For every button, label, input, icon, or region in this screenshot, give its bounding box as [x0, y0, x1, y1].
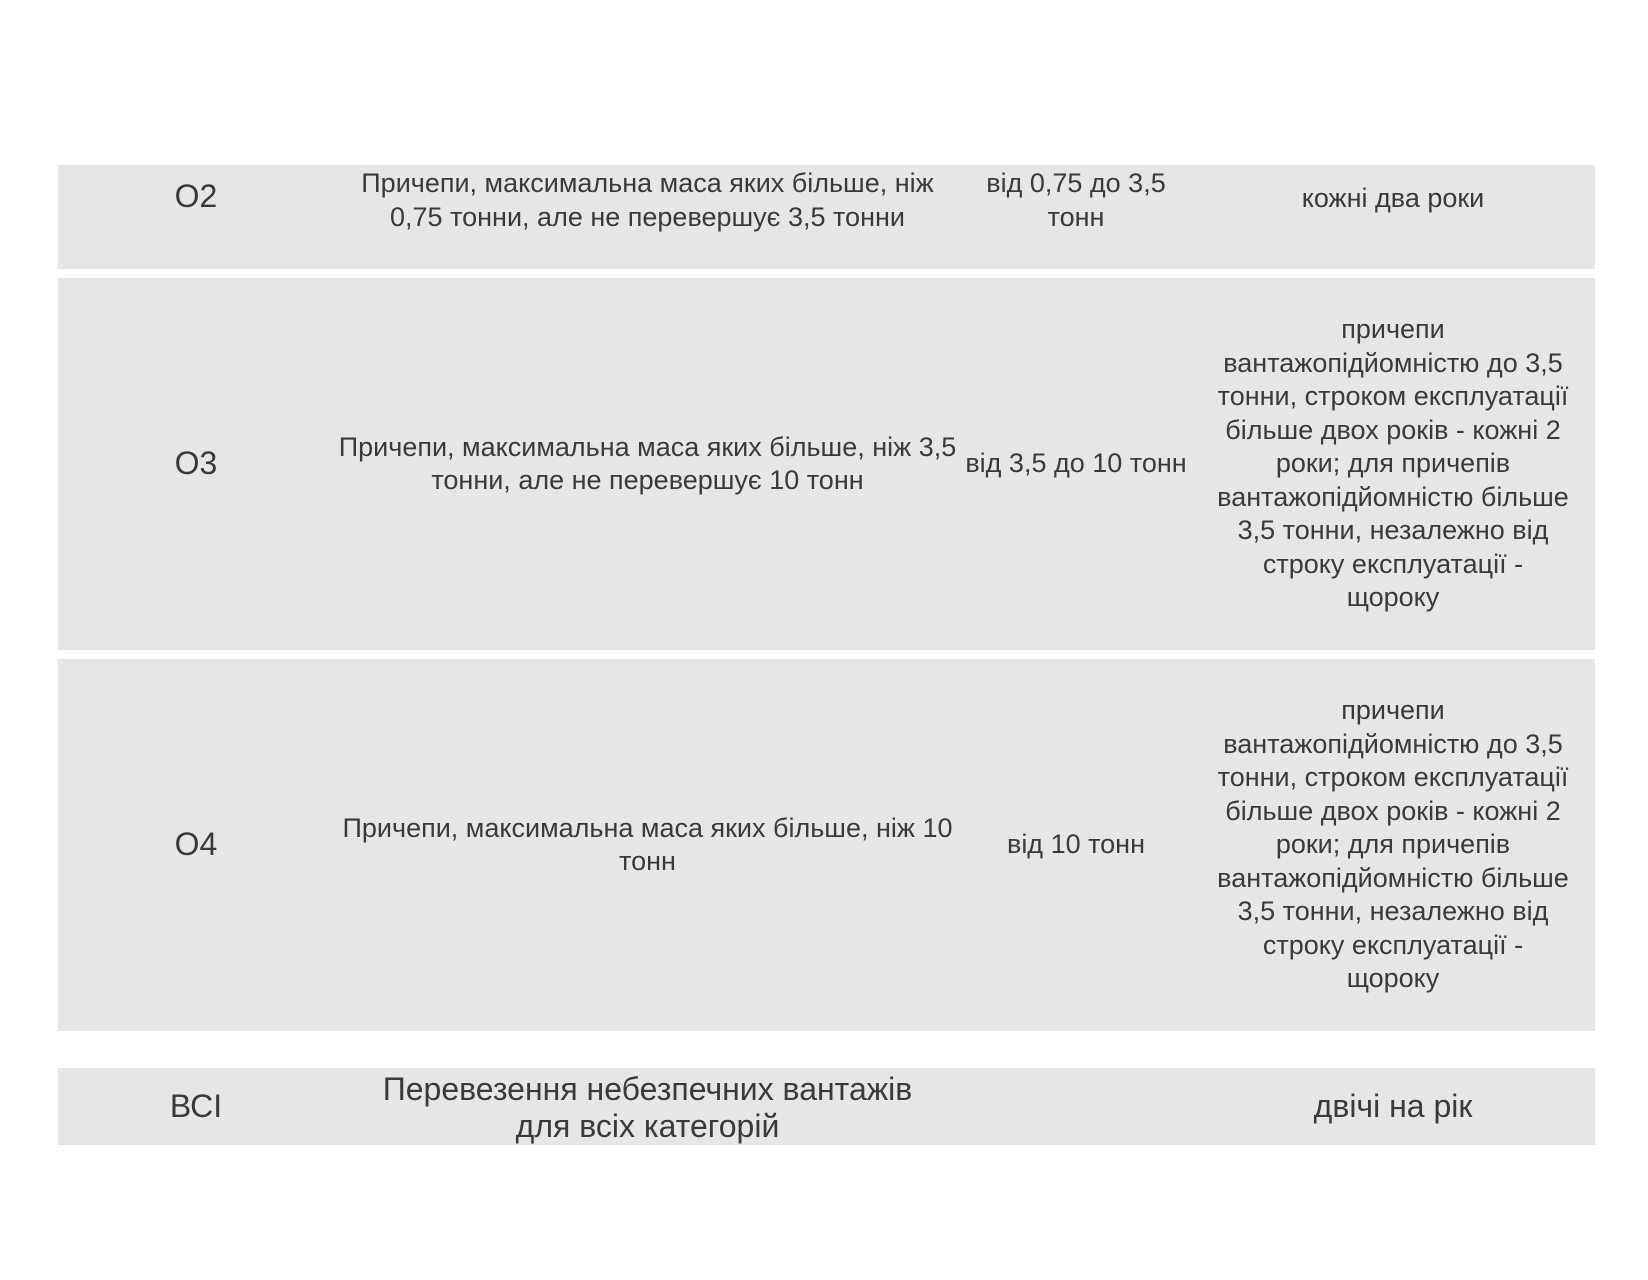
frequency-cell	[1191, 1068, 1595, 1145]
mass-text: від 0,75 до 3,5 тонн	[986, 168, 1166, 232]
frequency-text: причепи вантажопідйомністю до 3,5 тонни, строком експлуатації більше двох років - кожні 2 роки; для причепів вантажопідйомністю більше 3,5 тонни, незалежно від строку експлуатації - щороку	[1217, 314, 1569, 613]
description-text: Перевезення небезпечних вантажів для всіх категорій	[382, 1070, 913, 1144]
table-row-o4	[58, 659, 1595, 1031]
mass-cell	[961, 278, 1191, 650]
table-row-o2	[58, 165, 1595, 269]
table-row-o3	[58, 278, 1595, 650]
category-cell	[58, 278, 334, 650]
frequency-text: причепи вантажопідйомністю до 3,5 тонни, строком експлуатації більше двох років - кожні 2 роки; для причепів вантажопідйомністю більше 3,5 тонни, незалежно від строку експлуатації - щороку	[1217, 695, 1569, 994]
mass-text: від 3,5 до 10 тонн	[965, 448, 1187, 479]
mass-text: від 10 тонн	[1006, 829, 1146, 860]
category-label: O2	[174, 178, 218, 214]
description-cell	[334, 659, 961, 1031]
description-cell	[334, 278, 961, 650]
description-text: Причепи, максимальна маса яких більше, ніж 0,75 тонни, але не перевершує 3,5 тонни	[361, 168, 934, 232]
description-text: Причепи, максимальна маса яких більше, ніж 10 тонн	[342, 812, 953, 876]
mass-cell	[961, 659, 1191, 1031]
category-label: O3	[174, 445, 218, 482]
category-label: ВСІ	[169, 1088, 223, 1124]
frequency-cell	[1191, 278, 1595, 650]
category-cell	[58, 165, 334, 269]
description-cell	[334, 1068, 961, 1145]
table-row-all	[58, 1068, 1595, 1145]
description-cell	[334, 165, 961, 269]
frequency-cell	[1191, 659, 1595, 1031]
frequency-text: двічі на рік	[1313, 1088, 1473, 1124]
mass-cell	[961, 165, 1191, 269]
category-cell	[58, 1068, 334, 1145]
category-cell	[58, 659, 334, 1031]
category-label: O4	[174, 826, 218, 863]
frequency-text: кожні два роки	[1301, 183, 1485, 213]
frequency-cell	[1191, 165, 1595, 269]
description-text: Причепи, максимальна маса яких більше, ніж 3,5 тонни, але не перевершує 10 тонн	[338, 431, 957, 495]
mass-cell	[961, 1068, 1191, 1145]
